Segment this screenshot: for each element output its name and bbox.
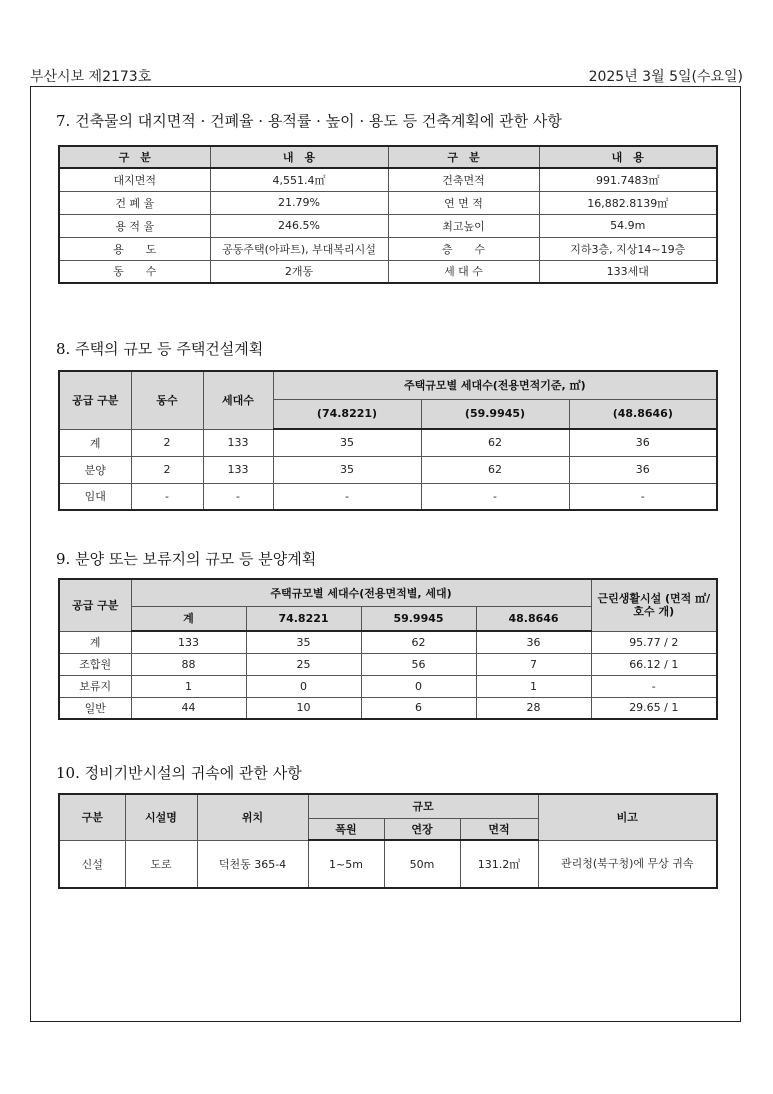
width-header: 폭원 [308, 818, 384, 840]
cell: 95.77 / 2 [591, 631, 717, 653]
cell: 66.12 / 1 [591, 653, 717, 675]
supply-type-header: 공급 구분 [59, 371, 131, 429]
size-header: (48.8646) [569, 399, 717, 429]
col-header: 내 용 [539, 146, 717, 168]
cell: 계 [59, 631, 131, 653]
type-header: 구분 [59, 794, 125, 840]
section9-table [58, 578, 718, 720]
cell: - [569, 483, 717, 510]
table-row [59, 456, 717, 483]
table-row [59, 191, 717, 214]
cell: 133세대 [539, 260, 717, 283]
section8-table [58, 370, 718, 511]
cell: 88 [131, 653, 246, 675]
cell: 신설 [59, 840, 125, 888]
table-header-row [59, 794, 717, 818]
cell: 6 [361, 697, 476, 719]
note-cell: 관리청(북구청)에 무상 귀속 [538, 840, 717, 888]
cell: 10 [246, 697, 361, 719]
cell: 1 [476, 675, 591, 697]
table-row [59, 168, 717, 191]
table-header-row [59, 579, 717, 606]
size-group-header: 주택규모별 세대수(전용면적기준, ㎡) [273, 371, 717, 399]
size-header: (59.9945) [421, 399, 569, 429]
cell: 35 [273, 429, 421, 456]
area-header: 면적 [460, 818, 538, 840]
col-header: 구 분 [59, 146, 210, 168]
cell: 133 [203, 429, 273, 456]
table-row [59, 840, 717, 888]
table-row [59, 483, 717, 510]
size-header: 48.8646 [476, 606, 591, 631]
cell: 최고높이 [388, 214, 539, 237]
table-header-row [59, 371, 717, 399]
table-row [59, 429, 717, 456]
cell: 16,882.8139㎡ [539, 191, 717, 214]
table-row [59, 675, 717, 697]
cell: 보류지 [59, 675, 131, 697]
cell: 0 [361, 675, 476, 697]
cell: 133 [203, 456, 273, 483]
cell: 덕천동 365-4 [197, 840, 308, 888]
cell: 세 대 수 [388, 260, 539, 283]
location-header: 위치 [197, 794, 308, 840]
table-row [59, 237, 717, 260]
cell: 7 [476, 653, 591, 675]
table-row [59, 260, 717, 283]
cell: 56 [361, 653, 476, 675]
section9-title: 9. 분양 또는 보류지의 규모 등 분양계획 [56, 550, 317, 568]
size-header: (74.8221) [273, 399, 421, 429]
table-header-row [59, 146, 717, 168]
cell: 동 수 [59, 260, 210, 283]
cell: 4,551.4㎡ [210, 168, 388, 191]
table-row [59, 653, 717, 675]
section10-table [58, 793, 718, 889]
subtotal-header: 계 [131, 606, 246, 631]
cell: 62 [421, 456, 569, 483]
cell: 임대 [59, 483, 131, 510]
cell: 21.79% [210, 191, 388, 214]
size-header: 74.8221 [246, 606, 361, 631]
note-header: 비고 [538, 794, 717, 840]
cell: 분양 [59, 456, 131, 483]
cell: 35 [273, 456, 421, 483]
cell: 54.9m [539, 214, 717, 237]
section10-title: 10. 정비기반시설의 귀속에 관한 사항 [56, 764, 302, 782]
facility-header: 근린생활시설 (면적 ㎡/호수 개) [591, 579, 717, 631]
cell: - [203, 483, 273, 510]
col-header: 구 분 [388, 146, 539, 168]
cell: 대지면적 [59, 168, 210, 191]
cell: 246.5% [210, 214, 388, 237]
cell: 2개동 [210, 260, 388, 283]
cell: - [131, 483, 203, 510]
cell: 건축면적 [388, 168, 539, 191]
cell: 용 적 율 [59, 214, 210, 237]
cell: 계 [59, 429, 131, 456]
size-header: 59.9945 [361, 606, 476, 631]
section7-table [58, 145, 718, 284]
supply-type-header: 공급 구분 [59, 579, 131, 631]
cell: 62 [361, 631, 476, 653]
cell: 도로 [125, 840, 197, 888]
cell: 일반 [59, 697, 131, 719]
cell: 44 [131, 697, 246, 719]
col-header: 내 용 [210, 146, 388, 168]
cell: 1~5m [308, 840, 384, 888]
facility-name-header: 시설명 [125, 794, 197, 840]
cell: - [421, 483, 569, 510]
cell: 2 [131, 429, 203, 456]
section8-title: 8. 주택의 규모 등 주택건설계획 [56, 340, 264, 358]
table-row [59, 214, 717, 237]
section7-title: 7. 건축물의 대지면적 · 건폐율 · 용적률 · 높이 · 용도 등 건축계획에 관한 사항 [56, 112, 562, 130]
cell: 133 [131, 631, 246, 653]
cell: 공동주택(아파트), 부대복리시설 [210, 237, 388, 260]
cell: 50m [384, 840, 460, 888]
cell: - [273, 483, 421, 510]
total-row [59, 631, 717, 653]
cell: 층 수 [388, 237, 539, 260]
cell: 용 도 [59, 237, 210, 260]
cell: 36 [569, 456, 717, 483]
cell: 991.7483㎡ [539, 168, 717, 191]
dong-count-header: 동수 [131, 371, 203, 429]
unit-count-header: 세대수 [203, 371, 273, 429]
cell: 35 [246, 631, 361, 653]
cell: 0 [246, 675, 361, 697]
cell: 2 [131, 456, 203, 483]
cell: 연 면 적 [388, 191, 539, 214]
cell: - [591, 675, 717, 697]
cell: 조합원 [59, 653, 131, 675]
size-group-header: 주택규모별 세대수(전용면적별, 세대) [131, 579, 591, 606]
gazette-issue: 부산시보 제2173호 [30, 69, 152, 85]
cell: 36 [569, 429, 717, 456]
scale-header: 규모 [308, 794, 538, 818]
cell: 1 [131, 675, 246, 697]
gazette-date: 2025년 3월 5일(수요일) [588, 69, 743, 85]
cell: 131.2㎡ [460, 840, 538, 888]
cell: 62 [421, 429, 569, 456]
cell: 건 폐 율 [59, 191, 210, 214]
cell: 28 [476, 697, 591, 719]
length-header: 연장 [384, 818, 460, 840]
cell: 36 [476, 631, 591, 653]
cell: 지하3층, 지상14~19층 [539, 237, 717, 260]
cell: 25 [246, 653, 361, 675]
table-row [59, 697, 717, 719]
cell: 29.65 / 1 [591, 697, 717, 719]
